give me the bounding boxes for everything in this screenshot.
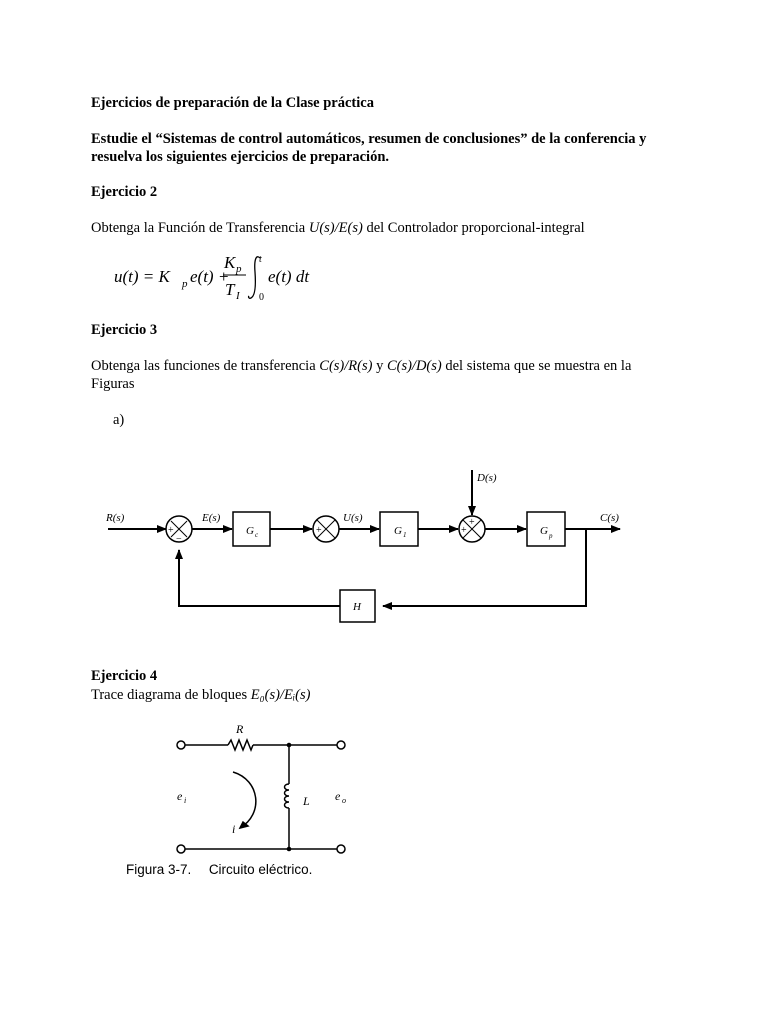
- exercise-2-text-pre: Obtenga la Función de Transferencia: [91, 220, 309, 236]
- label-current-i: i: [232, 822, 236, 836]
- exercise-4-text: [91, 686, 310, 704]
- terminal-input-bottom: [177, 845, 185, 853]
- junction-3-plus-top: +: [469, 517, 475, 528]
- current-loop-arrow: [233, 772, 256, 828]
- label-h: H: [353, 601, 361, 613]
- label-gp: G: [540, 525, 548, 537]
- label-disturbance-d: D(s): [477, 472, 497, 484]
- inductor-l: [285, 784, 290, 808]
- label-gc-sub: c: [255, 531, 259, 539]
- fraction-numerator-sub: p: [236, 263, 242, 275]
- exercise-3-text-post: del sistema que se muestra en la: [441, 358, 632, 374]
- junction-1-minus: −: [176, 534, 182, 545]
- exercise-3-line-1: [91, 357, 631, 375]
- exercise-3-transfer-function-2: C(s)/D(s): [386, 358, 442, 374]
- label-output-voltage: e: [335, 789, 341, 803]
- figure-caption: [126, 862, 312, 877]
- node-top: [287, 743, 292, 748]
- label-resistor-r: R: [236, 722, 244, 736]
- label-input-voltage-sub: i: [184, 796, 187, 805]
- label-gp-sub: p: [549, 532, 553, 540]
- fraction-denominator: T: [225, 280, 235, 299]
- resistor-r: [228, 740, 253, 750]
- node-bottom: [287, 847, 292, 852]
- exercise-2-heading: Ejercicio 2: [91, 184, 158, 200]
- terminal-output-bottom: [337, 845, 345, 853]
- exercise-4-transfer-function: E₀(s)/Eᵢ(s): [250, 687, 311, 703]
- label-error-e: E(s): [202, 512, 221, 524]
- equation-kp-sub: p: [182, 278, 188, 290]
- integrand: e(t) dt: [268, 267, 310, 286]
- document-title: Ejercicios de preparación de la Clase práctica: [91, 95, 374, 111]
- fraction-numerator: K: [224, 253, 236, 272]
- figure-caption-text: Circuito eléctrico.: [208, 862, 313, 877]
- label-g1-sub: 1: [403, 531, 407, 539]
- junction-3-plus-left: +: [461, 525, 467, 536]
- label-input-voltage: e: [177, 789, 183, 803]
- label-g1: G: [394, 525, 402, 537]
- terminal-output-top: [337, 741, 345, 749]
- label-output-c: C(s): [600, 512, 619, 524]
- pi-controller-equation: [114, 252, 334, 306]
- exercise-4-heading: Ejercicio 4: [91, 668, 158, 684]
- intro-line-2: resuelva los siguientes ejercicios de preparación.: [91, 149, 390, 165]
- exercise-3-line-2: Figuras: [91, 376, 135, 392]
- exercise-2-text: [91, 219, 585, 237]
- label-gc: G: [246, 525, 254, 537]
- integral-lower-limit: 0: [259, 292, 264, 303]
- intro-line-1: Estudie el “Sistemas de control automáticos, resumen de conclusiones” de la conferencia y: [91, 131, 647, 147]
- figure-number: Figura 3-7.: [126, 862, 192, 877]
- junction-1-plus: +: [168, 525, 174, 536]
- exercise-3-transfer-function-1: C(s)/R(s): [319, 358, 373, 374]
- label-inductor-l: L: [303, 794, 310, 808]
- exercise-3-heading: Ejercicio 3: [91, 322, 158, 338]
- feedback-return-path: [179, 550, 340, 606]
- equation-lhs: u(t) = K: [114, 267, 170, 286]
- block-diagram: [100, 462, 640, 632]
- exercise-2-transfer-function: U(s)/E(s): [308, 220, 363, 236]
- exercise-4-text-pre: Trace diagrama de bloques: [91, 687, 251, 703]
- fraction-denominator-sub: I: [236, 290, 240, 302]
- exercise-3-item-a: a): [113, 412, 125, 428]
- label-u: U(s): [343, 512, 363, 524]
- exercise-3-text-pre: Obtenga las funciones de transferencia: [91, 358, 320, 374]
- label-input-r: R(s): [106, 512, 125, 524]
- terminal-input-top: [177, 741, 185, 749]
- exercise-3-text-mid: y: [372, 358, 387, 374]
- integral-upper-limit: t: [259, 254, 262, 265]
- equation-e-term: e(t) +: [190, 267, 230, 286]
- junction-2-plus: +: [316, 525, 322, 536]
- label-output-voltage-sub: o: [342, 796, 346, 805]
- exercise-2-text-post: del Controlador proporcional-integral: [362, 220, 585, 236]
